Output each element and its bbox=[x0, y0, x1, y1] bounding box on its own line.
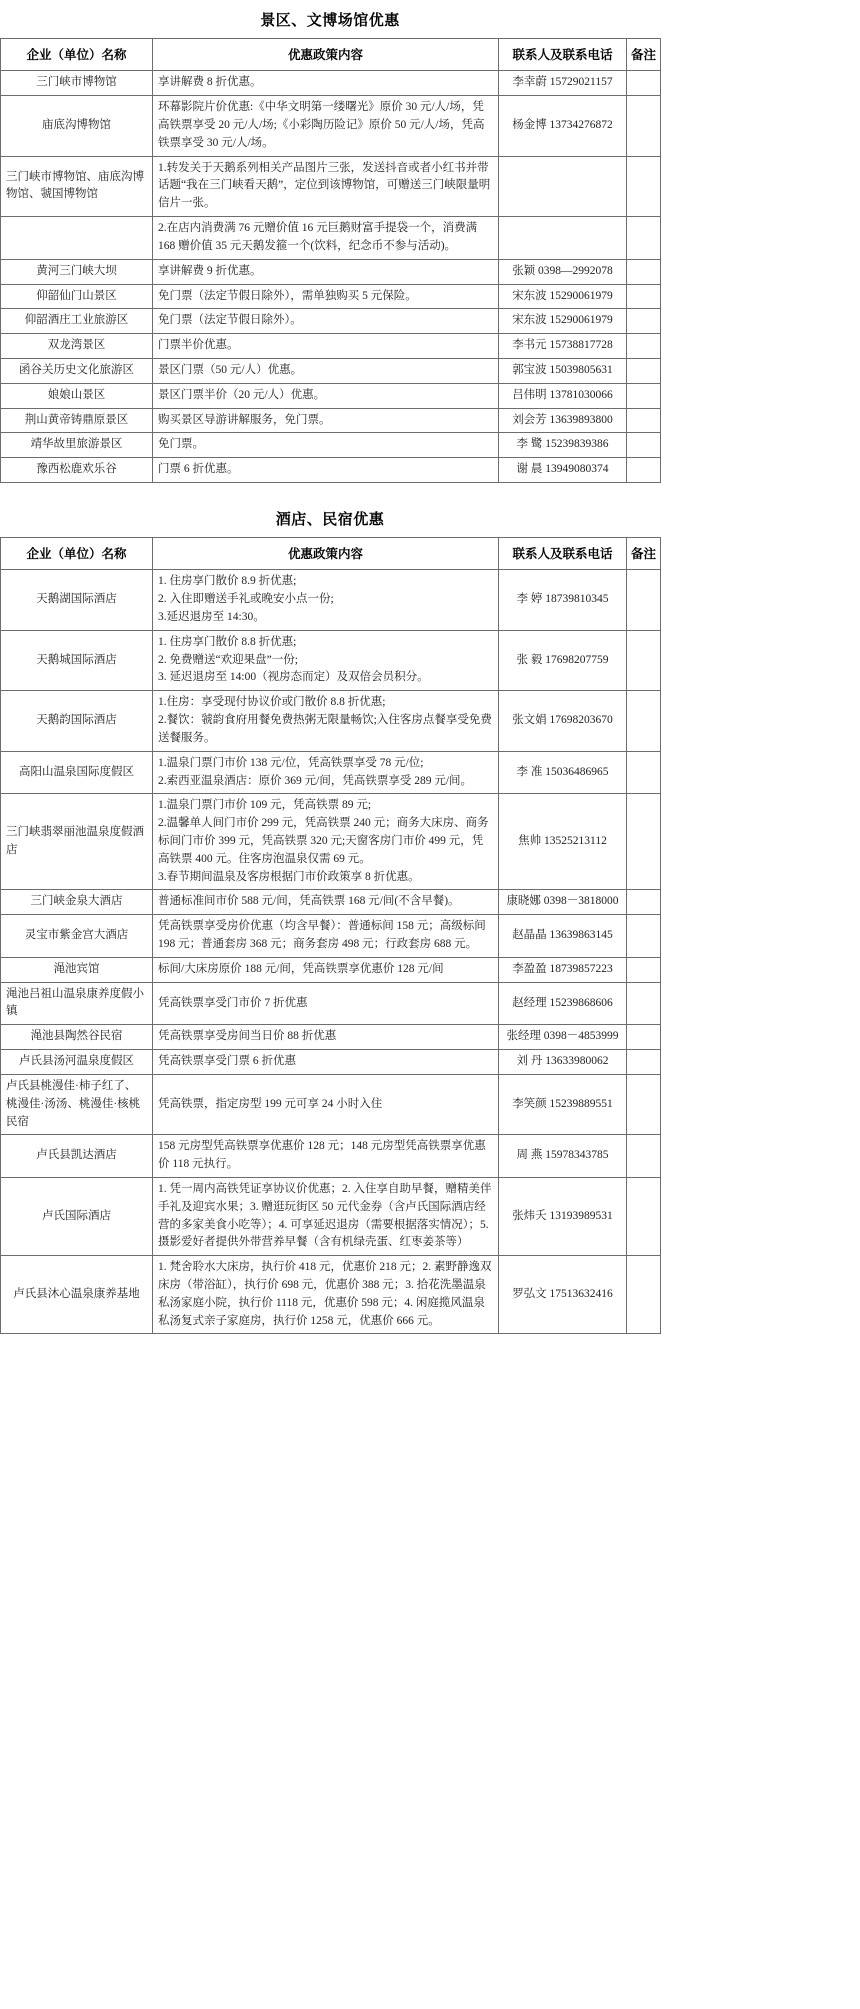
cell-policy-content bbox=[153, 890, 499, 915]
policy-line: 免门票（法定节假日除外）。 bbox=[158, 314, 302, 327]
table-row bbox=[1, 982, 661, 1025]
cell-contact: 张经理 0398－4853999 bbox=[499, 1025, 627, 1050]
cell-policy-content bbox=[153, 358, 499, 383]
table-header-row bbox=[1, 39, 661, 71]
cell-contact: 康晓娜 0398－3818000 bbox=[499, 890, 627, 915]
cell-remark bbox=[627, 890, 661, 915]
cell-contact: 李书元 15738817728 bbox=[499, 334, 627, 359]
cell-contact: 李盈盈 18739857223 bbox=[499, 957, 627, 982]
table-row bbox=[1, 794, 661, 890]
policy-line: 1. 住房享门散价 8.8 折优惠; bbox=[158, 635, 297, 648]
cell-contact bbox=[499, 156, 627, 216]
cell-remark bbox=[627, 383, 661, 408]
cell-contact: 吕伟明 13781030066 bbox=[499, 383, 627, 408]
cell-contact: 宋东波 15290061979 bbox=[499, 284, 627, 309]
cell-company-name: 三门峡市博物馆、庙底沟博物馆、虢国博物馆 bbox=[1, 156, 153, 216]
table-hotels-homestays bbox=[0, 537, 661, 1334]
cell-company-name: 三门峡翡翠丽池温泉度假酒店 bbox=[1, 794, 153, 890]
table-header-row bbox=[1, 538, 661, 570]
cell-policy-content bbox=[153, 1135, 499, 1178]
cell-company-name: 豫西松鹿欢乐谷 bbox=[1, 458, 153, 483]
cell-contact: 李 鹭 15239839386 bbox=[499, 433, 627, 458]
cell-policy-content bbox=[153, 156, 499, 216]
cell-remark bbox=[627, 217, 661, 260]
policy-line: 凭高铁票享受门票 6 折优惠 bbox=[158, 1055, 296, 1068]
policy-line: 环幕影院片价优惠:《中华文明第一缕曙光》原价 30 元/人/场，凭高铁票享受 20 元/人/场;《小彩陶历险记》原价 50 元/人/场，凭高铁票享受 30 元/人/场。 bbox=[158, 101, 485, 149]
cell-remark bbox=[627, 691, 661, 751]
cell-contact: 郭宝波 15039805631 bbox=[499, 358, 627, 383]
policy-line: 门票 6 折优惠。 bbox=[158, 463, 239, 476]
policy-line: 1.住房：享受现付协议价或门散价 8.8 折优惠; bbox=[158, 696, 386, 709]
table-row bbox=[1, 1256, 661, 1334]
cell-remark bbox=[627, 794, 661, 890]
page-bottom-space bbox=[0, 1334, 760, 1360]
cell-company-name: 高阳山温泉国际度假区 bbox=[1, 751, 153, 794]
cell-company-name: 渑池吕祖山温泉康养度假小镇 bbox=[1, 982, 153, 1025]
cell-remark bbox=[627, 284, 661, 309]
cell-company-name: 三门峡市博物馆 bbox=[1, 71, 153, 96]
cell-contact: 张文娟 17698203670 bbox=[499, 691, 627, 751]
policy-line: 凭高铁票享受房价优惠（均含早餐）：普通标间 158 元；高级标间 198 元；普通套房 368 元；商务套房 498 元；行政套房 688 元。 bbox=[158, 920, 486, 950]
cell-remark bbox=[627, 570, 661, 630]
policy-line: 凭高铁票，指定房型 199 元可享 24 小时入住 bbox=[158, 1097, 383, 1110]
cell-policy-content bbox=[153, 915, 499, 958]
cell-policy-content bbox=[153, 433, 499, 458]
cell-policy-content bbox=[153, 691, 499, 751]
policy-line: 享讲解费 9 折优惠。 bbox=[158, 264, 262, 277]
cell-remark bbox=[627, 1177, 661, 1255]
policy-line: 2.索西亚温泉酒店：原价 369 元/间，凭高铁票享受 289 元/间。 bbox=[158, 774, 473, 787]
cell-remark bbox=[627, 358, 661, 383]
cell-remark bbox=[627, 408, 661, 433]
cell-contact: 刘 丹 13633980062 bbox=[499, 1050, 627, 1075]
cell-company-name: 卢氏县汤河温泉度假区 bbox=[1, 1050, 153, 1075]
cell-contact: 张颖 0398—2992078 bbox=[499, 259, 627, 284]
policy-line: 普通标准间市价 588 元/间，凭高铁票 168 元/间(不含早餐)。 bbox=[158, 895, 460, 908]
table-row bbox=[1, 1177, 661, 1255]
table-row bbox=[1, 915, 661, 958]
cell-remark bbox=[627, 1025, 661, 1050]
cell-contact: 宋东波 15290061979 bbox=[499, 309, 627, 334]
cell-contact bbox=[499, 217, 627, 260]
table-row bbox=[1, 890, 661, 915]
cell-company-name: 卢氏县凯达酒店 bbox=[1, 1135, 153, 1178]
cell-contact: 张炜夭 13193989531 bbox=[499, 1177, 627, 1255]
cell-contact: 李幸蔚 15729021157 bbox=[499, 71, 627, 96]
cell-policy-content bbox=[153, 570, 499, 630]
cell-company-name: 天鹅城国际酒店 bbox=[1, 630, 153, 690]
column-header-contact: 联系人及联系电话 bbox=[499, 39, 627, 71]
cell-policy-content bbox=[153, 284, 499, 309]
section-scenic-museums bbox=[0, 0, 660, 483]
cell-policy-content bbox=[153, 217, 499, 260]
table-row bbox=[1, 71, 661, 96]
cell-remark bbox=[627, 309, 661, 334]
cell-policy-content bbox=[153, 334, 499, 359]
table-row bbox=[1, 383, 661, 408]
table-row bbox=[1, 217, 661, 260]
table-row bbox=[1, 156, 661, 216]
policy-line: 标间/大床房原价 188 元/间，凭高铁票享优惠价 128 元/间 bbox=[158, 962, 444, 975]
cell-remark bbox=[627, 915, 661, 958]
cell-company-name: 庙底沟博物馆 bbox=[1, 96, 153, 156]
cell-company-name: 三门峡金泉大酒店 bbox=[1, 890, 153, 915]
cell-company-name: 卢氏县桃漫佳·柿子红了、桃漫佳·汤汤、桃漫佳·核桃民宿 bbox=[1, 1074, 153, 1134]
cell-policy-content bbox=[153, 96, 499, 156]
section-gap bbox=[0, 483, 760, 499]
policy-line: 2. 入住即赠送手礼或晚安小点一份; bbox=[158, 593, 334, 606]
policy-line: 2. 免费赠送“欢迎果盘”一份; bbox=[158, 653, 298, 666]
column-header-remark: 备注 bbox=[627, 39, 661, 71]
cell-policy-content bbox=[153, 259, 499, 284]
cell-policy-content bbox=[153, 630, 499, 690]
cell-company-name: 天鹅湖国际酒店 bbox=[1, 570, 153, 630]
policy-line: 门票半价优惠。 bbox=[158, 339, 239, 352]
policy-line: 购买景区导游讲解服务，免门票。 bbox=[158, 413, 331, 426]
table-row bbox=[1, 751, 661, 794]
table-row bbox=[1, 957, 661, 982]
table-row bbox=[1, 1074, 661, 1134]
cell-remark bbox=[627, 1256, 661, 1334]
column-header-name: 企业（单位）名称 bbox=[1, 538, 153, 570]
policy-line: 免门票。 bbox=[158, 438, 204, 451]
cell-contact: 罗弘文 17513632416 bbox=[499, 1256, 627, 1334]
table-row bbox=[1, 433, 661, 458]
policy-line: 3. 延迟退房至 14:00（视房态而定）及双倍会员积分。 bbox=[158, 671, 429, 684]
cell-remark bbox=[627, 630, 661, 690]
cell-company-name: 卢氏县沐心温泉康养基地 bbox=[1, 1256, 153, 1334]
cell-remark bbox=[627, 96, 661, 156]
cell-policy-content bbox=[153, 408, 499, 433]
table-row bbox=[1, 691, 661, 751]
cell-policy-content bbox=[153, 1074, 499, 1134]
table-row bbox=[1, 630, 661, 690]
policy-line: 凭高铁票享受门市价 7 折优惠 bbox=[158, 996, 308, 1009]
cell-remark bbox=[627, 156, 661, 216]
table-row bbox=[1, 408, 661, 433]
cell-policy-content bbox=[153, 309, 499, 334]
section-title-scenic: 景区、文博场馆优惠 bbox=[260, 11, 400, 29]
column-header-remark: 备注 bbox=[627, 538, 661, 570]
cell-policy-content bbox=[153, 458, 499, 483]
policy-line: 2.温馨单人间门市价 299 元，凭高铁票 240 元；商务大床房、商务标间门市价 399 元，凭高铁票 320 元;天窗客房门市价 499 元，凭高铁票 400 元。住客房泡温泉仅需 69 元。 bbox=[158, 817, 489, 865]
table-row bbox=[1, 1050, 661, 1075]
column-header-policy: 优惠政策内容 bbox=[153, 39, 499, 71]
table-row bbox=[1, 334, 661, 359]
table-row bbox=[1, 358, 661, 383]
table-row bbox=[1, 96, 661, 156]
cell-remark bbox=[627, 1050, 661, 1075]
section-hotels-homestays bbox=[0, 499, 660, 1334]
cell-policy-content bbox=[153, 1256, 499, 1334]
table-row bbox=[1, 570, 661, 630]
cell-company-name: 天鹅韵国际酒店 bbox=[1, 691, 153, 751]
cell-remark bbox=[627, 433, 661, 458]
cell-company-name: 仰韶仙门山景区 bbox=[1, 284, 153, 309]
cell-remark bbox=[627, 1074, 661, 1134]
table-row bbox=[1, 309, 661, 334]
cell-company-name: 灵宝市紫金宫大酒店 bbox=[1, 915, 153, 958]
policy-line: 3.延迟退房至 14:30。 bbox=[158, 611, 265, 623]
table-row bbox=[1, 259, 661, 284]
cell-remark bbox=[627, 71, 661, 96]
policy-line: 凭高铁票享受房间当日价 88 折优惠 bbox=[158, 1030, 337, 1043]
cell-company-name: 黄河三门峡大坝 bbox=[1, 259, 153, 284]
cell-policy-content bbox=[153, 1050, 499, 1075]
policy-line: 景区门票半价（20 元/人）优惠。 bbox=[158, 388, 326, 401]
cell-company-name: 娘娘山景区 bbox=[1, 383, 153, 408]
table-scenic-museums bbox=[0, 38, 661, 483]
policy-line: 景区门票（50 元/人）优惠。 bbox=[158, 363, 303, 376]
cell-policy-content bbox=[153, 1025, 499, 1050]
table-row bbox=[1, 1135, 661, 1178]
policy-line: 158 元房型凭高铁票享优惠价 128 元；148 元房型凭高铁票享优惠价 118 元执行。 bbox=[158, 1140, 486, 1171]
policy-line: 1.温泉门票门市价 138 元/位，凭高铁票享受 78 元/位; bbox=[158, 756, 424, 769]
cell-contact: 李 婷 18739810345 bbox=[499, 570, 627, 630]
cell-company-name: 渑池宾馆 bbox=[1, 957, 153, 982]
policy-line: 1.温泉门票门市价 109 元，凭高铁票 89 元; bbox=[158, 799, 372, 812]
cell-company-name: 卢氏国际酒店 bbox=[1, 1177, 153, 1255]
cell-policy-content bbox=[153, 383, 499, 408]
cell-contact: 赵晶晶 13639863145 bbox=[499, 915, 627, 958]
cell-contact: 周 燕 15978343785 bbox=[499, 1135, 627, 1178]
cell-company-name: 荆山黄帝铸鼎原景区 bbox=[1, 408, 153, 433]
cell-contact: 张 毅 17698207759 bbox=[499, 630, 627, 690]
cell-policy-content bbox=[153, 794, 499, 890]
cell-contact: 李 准 15036486965 bbox=[499, 751, 627, 794]
table-row bbox=[1, 1025, 661, 1050]
policy-line: 1.转发关于天鹅系列相关产品图片三张，发送抖音或者小红书并带话题“我在三门峡看天鹅”，定位到该博物馆，可赠送三门峡限量明信片一张。 bbox=[158, 161, 491, 210]
cell-remark bbox=[627, 334, 661, 359]
cell-company-name: 渑池县陶然谷民宿 bbox=[1, 1025, 153, 1050]
policy-line: 免门票（法定节假日除外），需单独购买 5 元保险。 bbox=[158, 289, 417, 302]
column-header-name: 企业（单位）名称 bbox=[1, 39, 153, 71]
cell-contact: 焦帅 13525213112 bbox=[499, 794, 627, 890]
policy-line: 3.春节期间温泉及客房根据门市价政策享 8 折优惠。 bbox=[158, 870, 420, 883]
table-body-scenic bbox=[1, 71, 661, 483]
cell-policy-content bbox=[153, 71, 499, 96]
column-header-contact: 联系人及联系电话 bbox=[499, 538, 627, 570]
cell-remark bbox=[627, 751, 661, 794]
cell-contact: 谢 晨 13949080374 bbox=[499, 458, 627, 483]
table-body-hotels bbox=[1, 570, 661, 1334]
policy-line: 1. 梵舍聆水大床房，执行价 418 元，优惠价 218 元；2. 素野静逸双床房（带浴缸），执行价 698 元，优惠价 388 元；3. 拾花洗墨温泉私汤家庭小院，执行价 1118 元，优惠价 598 元；4. 闲庭揽风温泉私汤复式亲子家庭房，执行价 1258 元，优惠价 666 元。 bbox=[158, 1261, 492, 1327]
policy-line: 1. 住房享门散价 8.9 折优惠; bbox=[158, 575, 297, 588]
cell-remark bbox=[627, 458, 661, 483]
cell-contact: 赵经理 15239868606 bbox=[499, 982, 627, 1025]
cell-contact: 刘会芳 13639893800 bbox=[499, 408, 627, 433]
cell-remark bbox=[627, 982, 661, 1025]
table-row bbox=[1, 458, 661, 483]
cell-remark bbox=[627, 1135, 661, 1178]
cell-company-name bbox=[1, 217, 153, 260]
cell-contact: 杨金博 13734276872 bbox=[499, 96, 627, 156]
cell-contact: 李笑颜 15239889551 bbox=[499, 1074, 627, 1134]
section-title-hotels: 酒店、民宿优惠 bbox=[275, 510, 385, 528]
cell-policy-content bbox=[153, 1177, 499, 1255]
policy-line: 2.餐饮：虢韵食府用餐免费热粥无限量畅饮;入住客房点餐享受免费送餐服务。 bbox=[158, 714, 492, 744]
cell-company-name: 靖华故里旅游景区 bbox=[1, 433, 153, 458]
cell-company-name: 双龙湾景区 bbox=[1, 334, 153, 359]
cell-remark bbox=[627, 259, 661, 284]
table-row bbox=[1, 284, 661, 309]
cell-remark bbox=[627, 957, 661, 982]
cell-company-name: 仰韶酒庄工业旅游区 bbox=[1, 309, 153, 334]
cell-policy-content bbox=[153, 751, 499, 794]
policy-line: 2.在店内消费满 76 元赠价值 16 元巨鹅财富手提袋一个，消费满 168 赠价值 35 元天鹅发箍一个(饮料，纪念币不参与活动)。 bbox=[158, 222, 478, 252]
policy-line: 1. 凭一周内高铁凭证享协议价优惠；2. 入住享自助早餐，赠精美伴手礼及迎宾水果；3. 赠逛玩街区 50 元代金券（含卢氏国际酒店经营的多家美食小吃等）；4. 可享延迟退房（需要根据落实情况）；5. 摄影爱好者提供外带营养早餐（含有机绿壳蛋、红枣姜茶等） bbox=[158, 1182, 492, 1249]
cell-policy-content bbox=[153, 982, 499, 1025]
policy-line: 享讲解费 8 折优惠。 bbox=[158, 76, 262, 89]
column-header-policy: 优惠政策内容 bbox=[153, 538, 499, 570]
cell-company-name: 函谷关历史文化旅游区 bbox=[1, 358, 153, 383]
cell-policy-content bbox=[153, 957, 499, 982]
